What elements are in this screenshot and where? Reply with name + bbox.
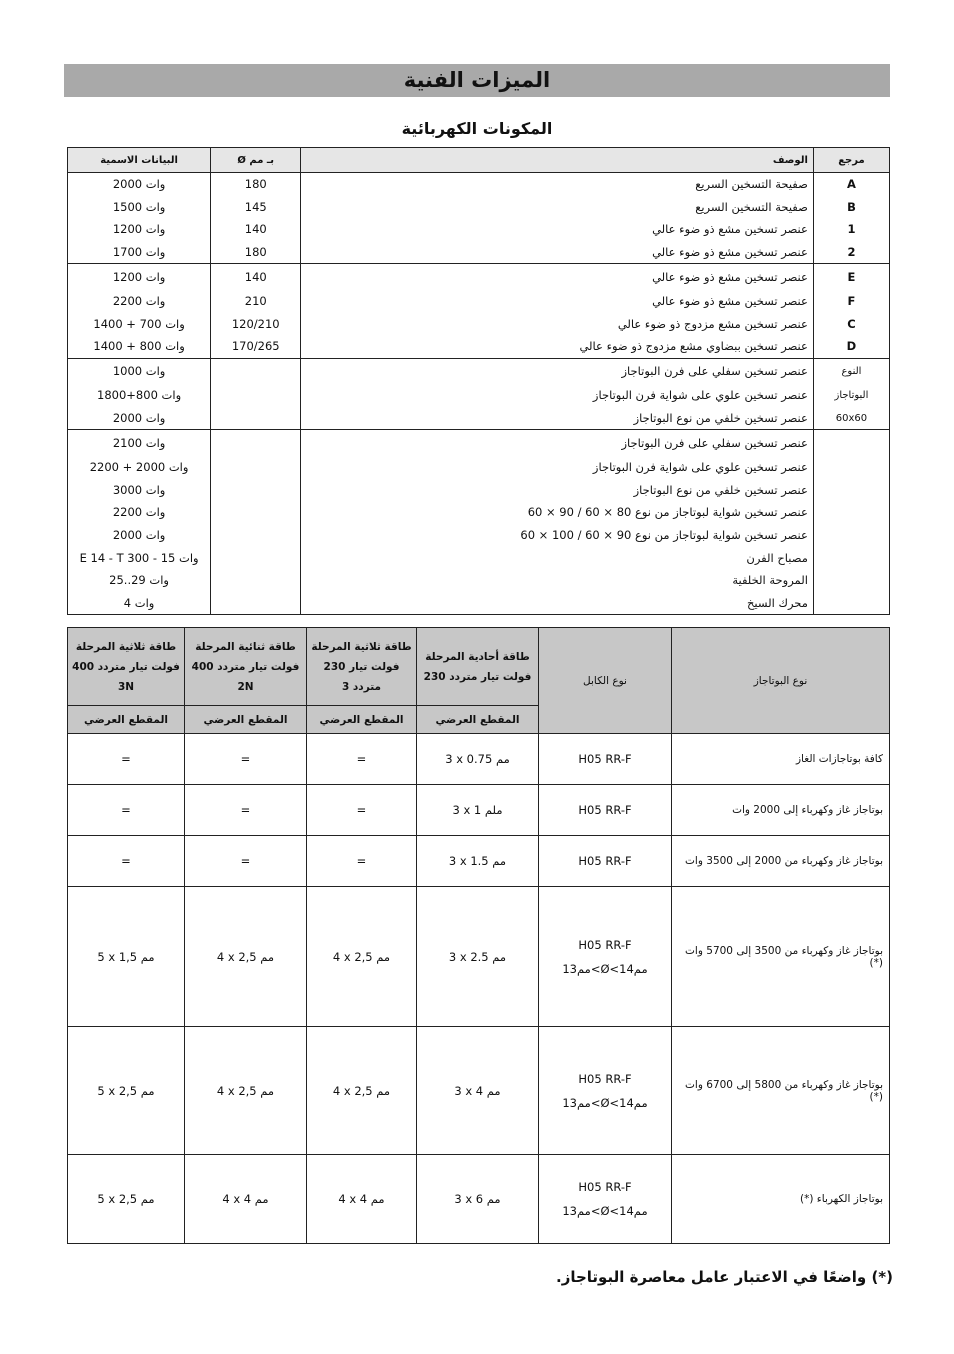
cable-table xyxy=(67,627,890,1244)
ref-cell: F xyxy=(813,290,889,313)
table-row xyxy=(68,407,890,430)
description-cell: عنصر تسخين شواية لبوتاجاز من نوع 80 × 60 / 90 × 60 xyxy=(301,501,814,524)
section-title: المكونات الكهربائية xyxy=(401,119,553,138)
diameter-cell: 140 xyxy=(211,218,301,241)
rating-cell: 1200 وات xyxy=(68,218,211,241)
page-title: الميزات الفنية xyxy=(64,64,890,97)
cable-diameter: 13مم<Ø<14مم xyxy=(562,1204,648,1218)
header-three-phase-400-sub: 400 فولت تيار متردد 3N xyxy=(72,660,180,693)
three-phase-400-cell: 5 x 2,5 مم xyxy=(68,1155,185,1244)
diameter-cell xyxy=(211,430,301,456)
cross-section-header: المقطع العرضي xyxy=(68,706,185,734)
table-row xyxy=(68,456,890,479)
components-header-row xyxy=(68,148,890,173)
rating-cell: 2200 وات xyxy=(68,501,211,524)
ref-cell: 60x60 xyxy=(813,407,889,430)
header-two-phase-400-label: طاقة ثنائية المرحلة xyxy=(195,640,296,653)
two-phase-400-cell: 4 x 4 مم xyxy=(185,1155,307,1244)
footnote: (*) واضعًا في الاعتبار عامل معاصرة البوتاجاز. xyxy=(556,1268,893,1286)
table-row xyxy=(68,591,890,614)
description-cell: عنصر تسخين مشع ذو ضوء عالي xyxy=(301,218,814,241)
diameter-cell xyxy=(211,384,301,407)
two-phase-400-cell: = xyxy=(185,836,307,887)
header-rating: البيانات الاسمية xyxy=(68,148,211,173)
rating-cell: 1000 وات xyxy=(68,358,211,384)
diameter-cell xyxy=(211,478,301,501)
description-cell: مصباح الفرن xyxy=(301,546,814,569)
description-cell: عنصر تسخين سفلي على فرن البوتاجاز xyxy=(301,430,814,456)
rating-cell: 2200 + 2000 وات xyxy=(68,456,211,479)
cable-type-cell xyxy=(539,836,672,887)
header-two-phase-400 xyxy=(185,628,307,706)
rating-cell: 4 وات xyxy=(68,591,211,614)
cable-type-cell xyxy=(539,887,672,1027)
diameter-cell: 180 xyxy=(211,241,301,264)
cross-section-header: المقطع العرضي xyxy=(307,706,417,734)
header-cable-type: نوع الكابل xyxy=(539,628,672,734)
ref-cell: 1 xyxy=(813,218,889,241)
single-phase-cell: 3 x 0.75 مم xyxy=(417,734,539,785)
rating-cell: 25..29 وات xyxy=(68,569,211,592)
three-phase-230-cell: = xyxy=(307,836,417,887)
ref-cell: النوع xyxy=(813,358,889,384)
cross-section-header: المقطع العرضي xyxy=(185,706,307,734)
description-cell: عنصر تسخين مشع ذو ضوء عالي xyxy=(301,264,814,290)
rating-cell: 1400 + 700 وات xyxy=(68,312,211,335)
oven-type-cell: كافة بوتاجازات الغاز xyxy=(672,734,890,785)
description-cell: محرك السيخ xyxy=(301,591,814,614)
cable-header-row xyxy=(68,628,890,706)
cable-code: H05 RR-F xyxy=(578,752,632,766)
table-row xyxy=(68,218,890,241)
rating-cell: 2000 وات xyxy=(68,173,211,196)
ref-cell: 2 xyxy=(813,241,889,264)
three-phase-230-cell: = xyxy=(307,734,417,785)
three-phase-230-cell: 4 x 2,5 مم xyxy=(307,1027,417,1155)
components-table xyxy=(67,147,890,615)
table-row xyxy=(68,1155,890,1244)
header-single-phase-label: طاقة أحادية المرحلة xyxy=(425,650,530,663)
cable-code: H05 RR-F xyxy=(578,854,632,868)
cross-section-header: المقطع العرضي xyxy=(417,706,539,734)
oven-type-cell: بوتاجاز غاز وكهرباء إلى 2000 وات xyxy=(672,785,890,836)
ref-cell xyxy=(813,478,889,501)
ref-cell xyxy=(813,546,889,569)
rating-cell: 2100 وات xyxy=(68,430,211,456)
ref-cell: B xyxy=(813,196,889,219)
diameter-cell: 145 xyxy=(211,196,301,219)
description-cell: عنصر تسخين شواية لبوتاجاز من نوع 90 × 60 / 100 × 60 xyxy=(301,524,814,547)
table-row xyxy=(68,196,890,219)
two-phase-400-cell: 4 x 2,5 مم xyxy=(185,887,307,1027)
description-cell: عنصر تسخين مشع مزدوج ذو ضوء عالي xyxy=(301,312,814,335)
rating-cell: 2000 وات xyxy=(68,524,211,547)
oven-type-cell: بوتاجاز الكهرباء (*) xyxy=(672,1155,890,1244)
diameter-cell xyxy=(211,591,301,614)
description-cell: عنصر تسخين مشع ذو ضوء عالي xyxy=(301,290,814,313)
description-cell: صفيحة التسخين السريع xyxy=(301,196,814,219)
single-phase-cell: 3 x 1.5 مم xyxy=(417,836,539,887)
table-row xyxy=(68,836,890,887)
ref-cell: C xyxy=(813,312,889,335)
cable-type-cell xyxy=(539,734,672,785)
ref-cell xyxy=(813,430,889,456)
single-phase-cell: 3 x 6 مم xyxy=(417,1155,539,1244)
single-phase-cell: 3 x 2.5 مم xyxy=(417,887,539,1027)
diameter-cell xyxy=(211,501,301,524)
two-phase-400-cell: = xyxy=(185,734,307,785)
ref-cell xyxy=(813,501,889,524)
two-phase-400-cell: 4 x 2,5 مم xyxy=(185,1027,307,1155)
table-row xyxy=(68,358,890,384)
description-cell: عنصر تسخين سفلي على فرن البوتاجاز xyxy=(301,358,814,384)
header-diameter: Ø بـ مم xyxy=(211,148,301,173)
rating-cell: 1400 + 800 وات xyxy=(68,335,211,358)
description-cell: المروحة الخلفية xyxy=(301,569,814,592)
header-single-phase-sub: 230 فولت تيار متردد xyxy=(423,670,532,683)
three-phase-400-cell: = xyxy=(68,836,185,887)
cable-code: H05 RR-F xyxy=(578,1180,632,1194)
rating-cell: E 14 - T 300 - 15 وات xyxy=(68,546,211,569)
table-row xyxy=(68,173,890,196)
components-body xyxy=(68,173,890,615)
rating-cell: 2000 وات xyxy=(68,407,211,430)
table-row xyxy=(68,335,890,358)
cable-code: H05 RR-F xyxy=(578,803,632,817)
table-row xyxy=(68,546,890,569)
three-phase-400-cell: 5 x 2,5 مم xyxy=(68,1027,185,1155)
oven-type-cell: بوتاجاز غاز وكهرباء من 5800 إلى 6700 وات (*) xyxy=(672,1027,890,1155)
rating-cell: 1800+800 وات xyxy=(68,384,211,407)
diameter-cell: 180 xyxy=(211,173,301,196)
ref-cell: E xyxy=(813,264,889,290)
cable-body xyxy=(68,734,890,1244)
diameter-cell: 210 xyxy=(211,290,301,313)
description-cell: عنصر تسخين خلفي من نوع البوتاجاز xyxy=(301,478,814,501)
description-cell: عنصر تسخين علوي على شواية فرن البوتاجاز xyxy=(301,456,814,479)
table-row xyxy=(68,734,890,785)
diameter-cell: 170/265 xyxy=(211,335,301,358)
table-row xyxy=(68,264,890,290)
oven-type-cell: بوتاجاز غاز وكهرباء من 3500 إلى 5700 وات (*) xyxy=(672,887,890,1027)
oven-type-cell: بوتاجاز غاز وكهرباء من 2000 إلى 3500 وات xyxy=(672,836,890,887)
table-row xyxy=(68,501,890,524)
description-cell: صفيحة التسخين السريع xyxy=(301,173,814,196)
header-oven-type: نوع البوتاجاز xyxy=(672,628,890,734)
header-three-phase-400 xyxy=(68,628,185,706)
ref-cell: البوتاجاز xyxy=(813,384,889,407)
table-row xyxy=(68,478,890,501)
diameter-cell xyxy=(211,456,301,479)
header-single-phase xyxy=(417,628,539,706)
cable-type-cell xyxy=(539,1027,672,1155)
cable-diameter: 13مم<Ø<14مم xyxy=(562,1095,648,1110)
diameter-cell xyxy=(211,569,301,592)
description-cell: عنصر تسخين خلفي من نوع البوتاجاز xyxy=(301,407,814,430)
table-row xyxy=(68,524,890,547)
three-phase-230-cell: 4 x 4 مم xyxy=(307,1155,417,1244)
ref-cell xyxy=(813,456,889,479)
cable-type-cell xyxy=(539,785,672,836)
description-cell: عنصر تسخين علوي على شواية فرن البوتاجاز xyxy=(301,384,814,407)
table-row xyxy=(68,1027,890,1155)
header-three-phase-230 xyxy=(307,628,417,706)
ref-cell: A xyxy=(813,173,889,196)
header-ref: مرجع xyxy=(813,148,889,173)
cable-type-cell xyxy=(539,1155,672,1244)
diameter-cell xyxy=(211,358,301,384)
ref-cell xyxy=(813,569,889,592)
header-description: الوصف xyxy=(301,148,814,173)
table-row xyxy=(68,887,890,1027)
single-phase-cell: 3 x 1 ملم xyxy=(417,785,539,836)
single-phase-cell: 3 x 4 مم xyxy=(417,1027,539,1155)
rating-cell: 2200 وات xyxy=(68,290,211,313)
three-phase-230-cell: = xyxy=(307,785,417,836)
table-row xyxy=(68,290,890,313)
table-row xyxy=(68,569,890,592)
rating-cell: 3000 وات xyxy=(68,478,211,501)
diameter-cell xyxy=(211,524,301,547)
description-cell: عنصر تسخين مشع ذو ضوء عالي xyxy=(301,241,814,264)
description-cell: عنصر تسخين ببضاوي مشع مزدوج ذو ضوء عالي xyxy=(301,335,814,358)
cable-code: H05 RR-F xyxy=(578,937,632,952)
diameter-cell xyxy=(211,407,301,430)
table-row xyxy=(68,430,890,456)
rating-cell: 1200 وات xyxy=(68,264,211,290)
three-phase-400-cell: = xyxy=(68,785,185,836)
diameter-cell xyxy=(211,546,301,569)
ref-cell xyxy=(813,524,889,547)
table-row xyxy=(68,241,890,264)
two-phase-400-cell: = xyxy=(185,785,307,836)
cable-code: H05 RR-F xyxy=(578,1071,632,1086)
three-phase-230-cell: 4 x 2,5 مم xyxy=(307,887,417,1027)
rating-cell: 1700 وات xyxy=(68,241,211,264)
cable-diameter: 13مم<Ø<14مم xyxy=(562,961,648,976)
header-three-phase-230-label: طاقة ثلاثية المرحلة xyxy=(311,640,412,653)
ref-cell xyxy=(813,591,889,614)
ref-cell: D xyxy=(813,335,889,358)
three-phase-400-cell: 5 x 1,5 مم xyxy=(68,887,185,1027)
header-three-phase-400-label: طاقة ثلاثية المرحلة xyxy=(75,640,177,653)
header-three-phase-230-sub: 230 فولت تيار متردد 3 xyxy=(323,660,400,693)
diameter-cell: 120/210 xyxy=(211,312,301,335)
header-two-phase-400-sub: 400 فولت تيار متردد 2N xyxy=(191,660,300,693)
three-phase-400-cell: = xyxy=(68,734,185,785)
table-row xyxy=(68,384,890,407)
rating-cell: 1500 وات xyxy=(68,196,211,219)
diameter-cell: 140 xyxy=(211,264,301,290)
table-row xyxy=(68,312,890,335)
table-row xyxy=(68,785,890,836)
